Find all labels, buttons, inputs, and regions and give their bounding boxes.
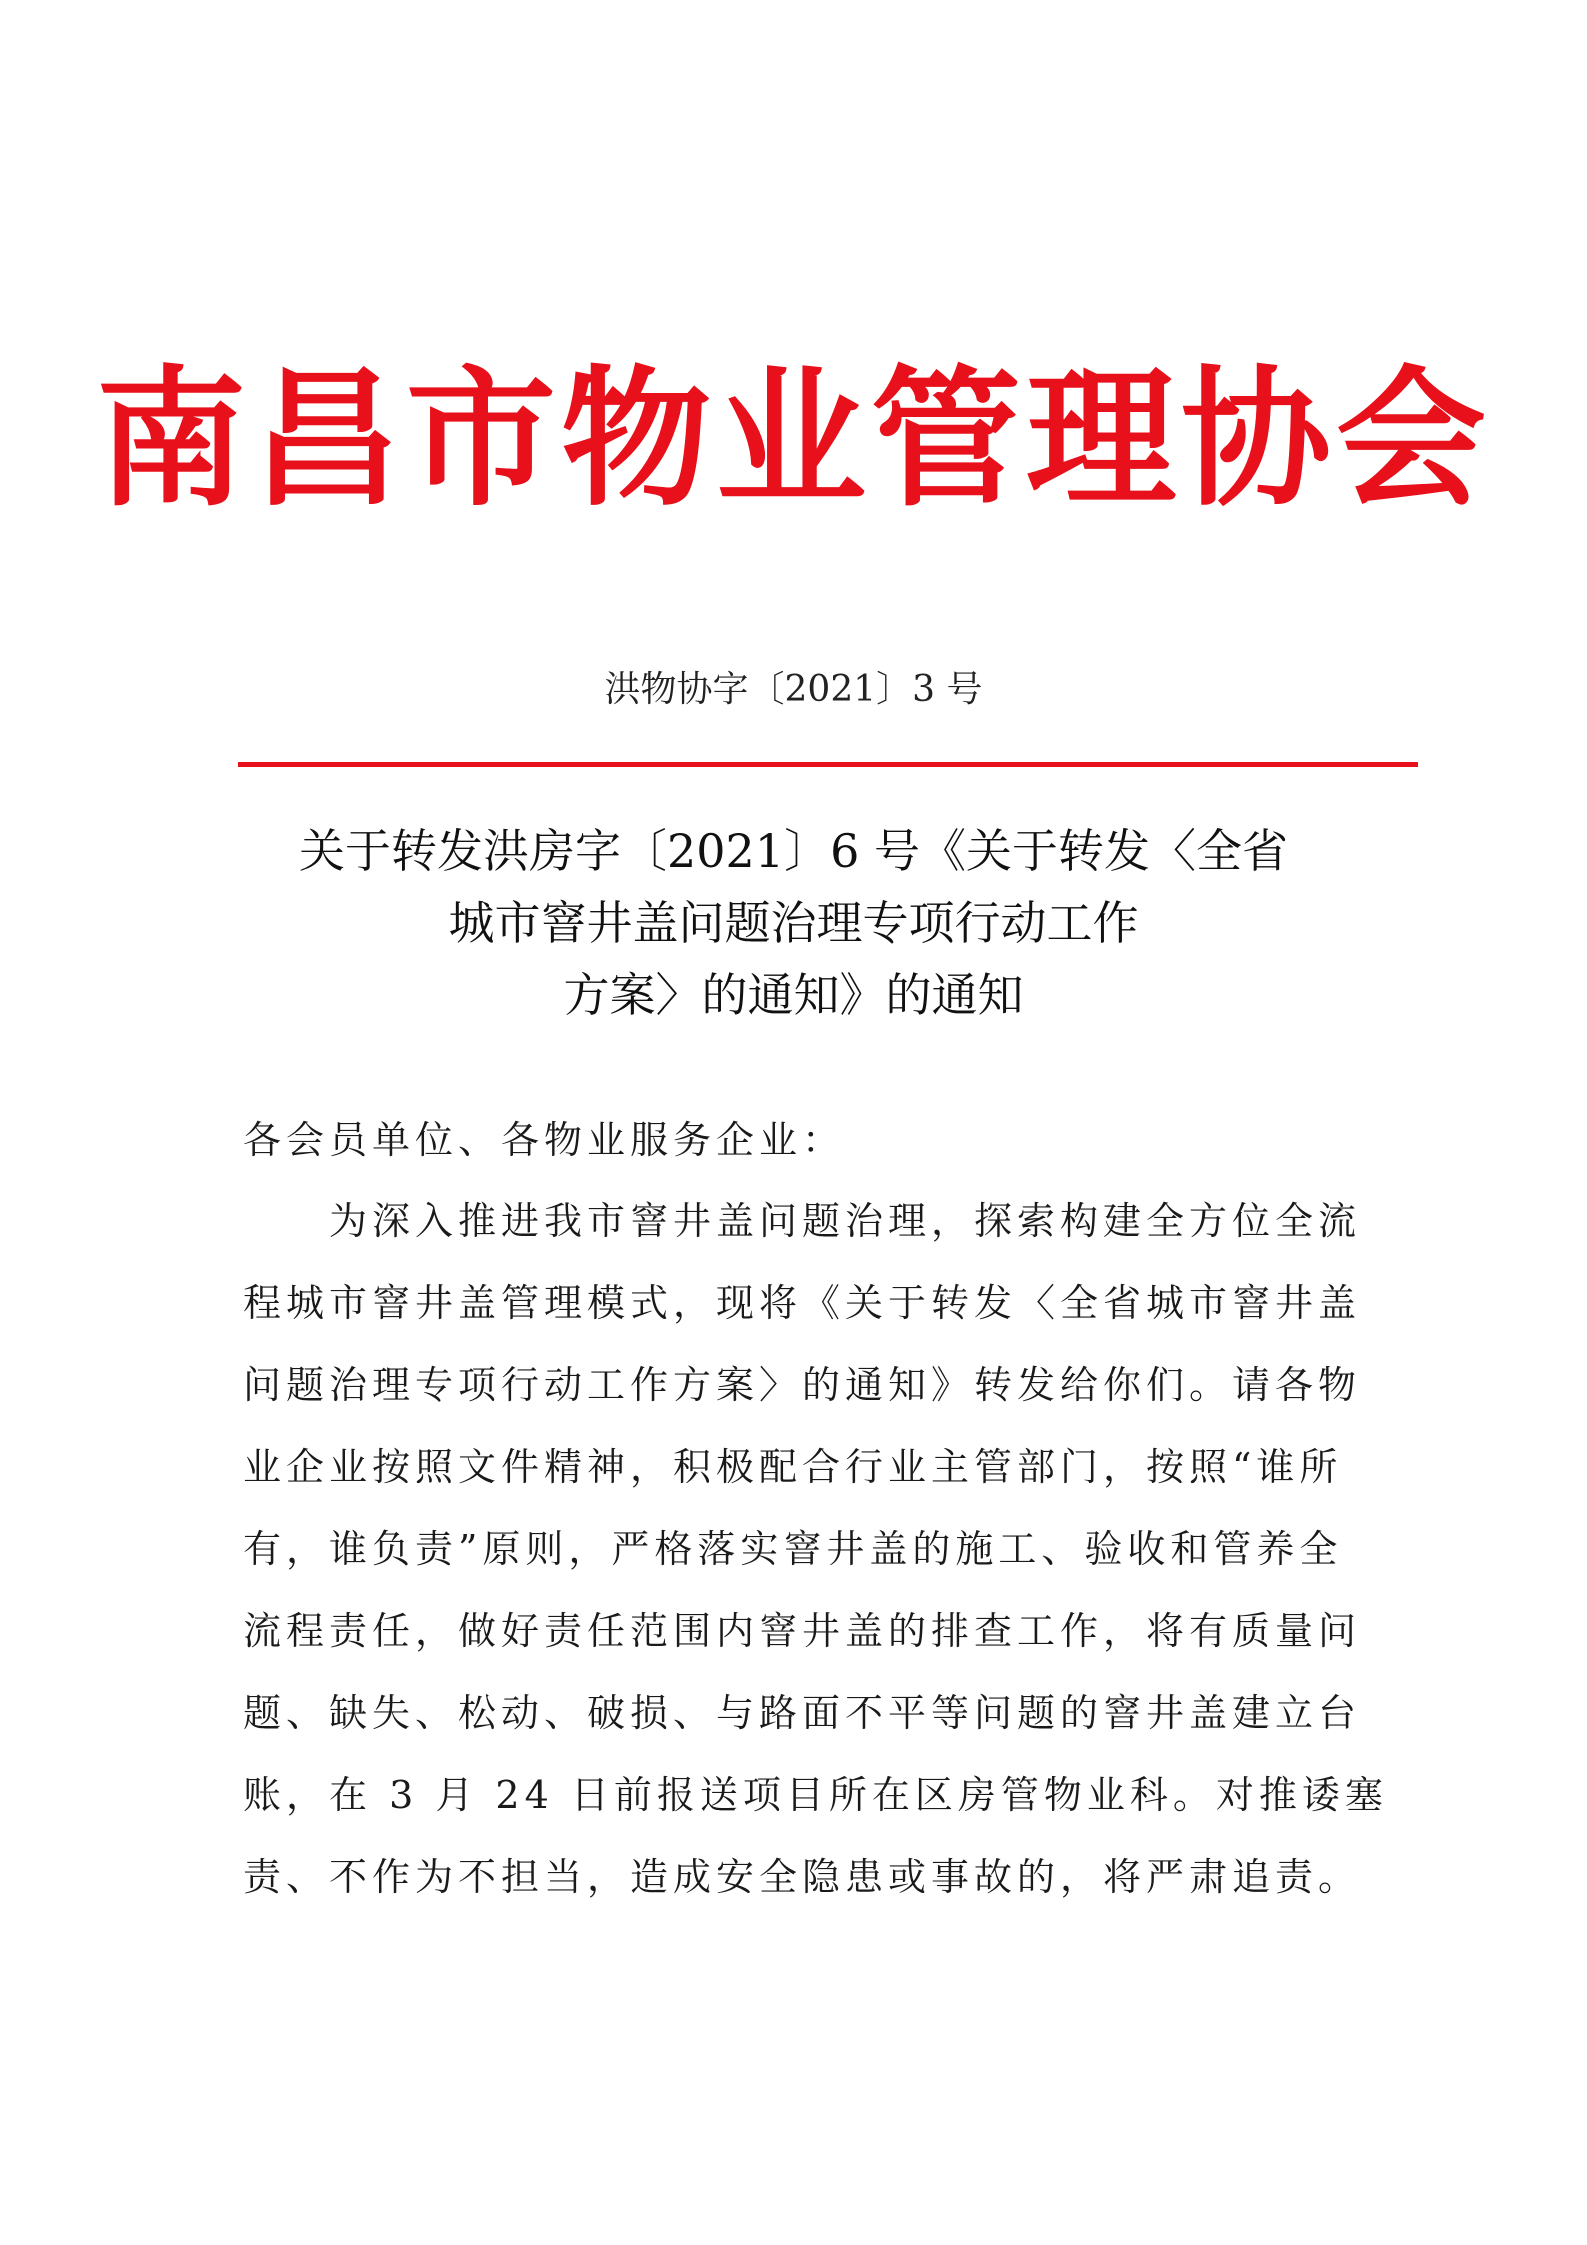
body-line: 题、缺失、松动、破损、与路面不平等问题的窨井盖建立台 [243, 1691, 1362, 1735]
body-paragraph [243, 1180, 1388, 1918]
body-line: 流程责任，做好责任范围内窨井盖的排查工作，将有质量问 [243, 1609, 1362, 1653]
body-line: 业企业按照文件精神，积极配合行业主管部门，按照“谁所 [243, 1445, 1343, 1489]
body-line: 问题治理专项行动工作方案〉的通知》转发给你们。请各物 [243, 1363, 1362, 1407]
red-divider-line [238, 762, 1418, 767]
title-line: 城市窨井盖问题治理专项行动工作 [448, 896, 1139, 950]
organization-header: 南昌市物业管理协会 [95, 353, 1491, 527]
title-line: 关于转发洪房字〔2021〕6 号《关于转发〈全省 [299, 824, 1288, 878]
body-line: 为深入推进我市窨井盖问题治理，探索构建全方位全流 [243, 1199, 1362, 1243]
body-line: 有，谁负责”原则，严格落实窨井盖的施工、验收和管养全 [243, 1527, 1343, 1571]
salutation: 各会员单位、各物业服务企业： [243, 1118, 846, 1162]
title-line: 方案〉的通知》的通知 [563, 968, 1024, 1022]
body-line: 账，在 3 月 24 日前报送项目所在区房管物业科。对推诿塞 [243, 1773, 1388, 1817]
body-line: 程城市窨井盖管理模式，现将《关于转发〈全省城市窨井盖 [243, 1281, 1362, 1325]
body-line: 责、不作为不担当，造成安全隐患或事故的，将严肃追责。 [243, 1855, 1362, 1899]
document-number: 洪物协字〔2021〕3 号 [604, 669, 983, 710]
document-title [200, 815, 1387, 1031]
